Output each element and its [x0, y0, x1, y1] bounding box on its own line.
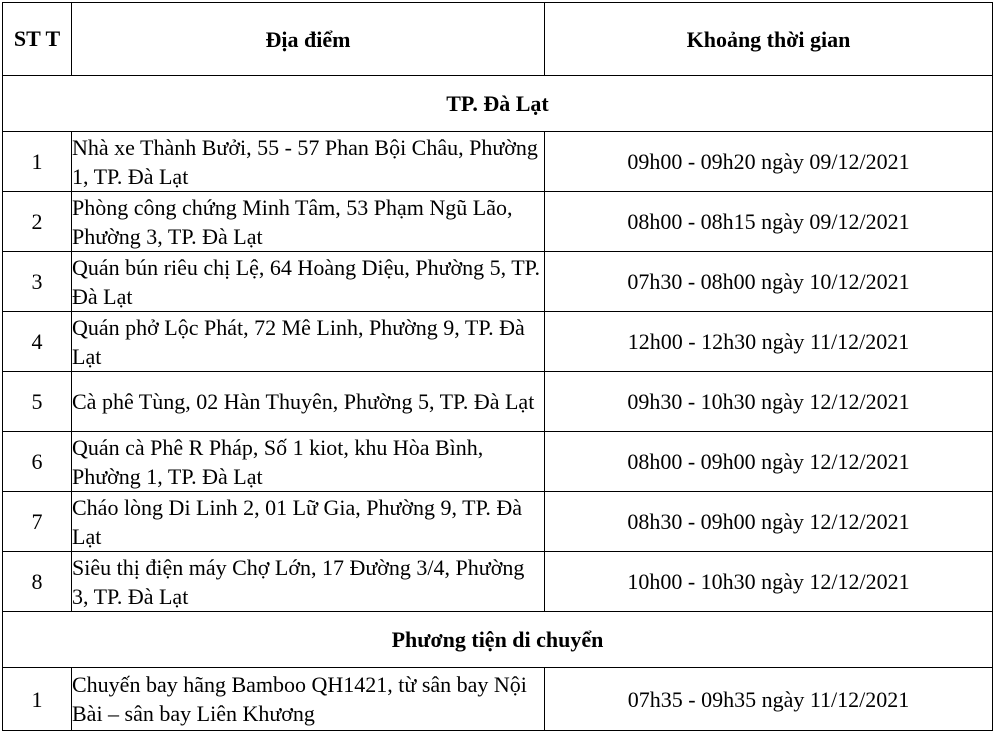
header-location: Địa điểm	[72, 3, 545, 76]
time-cell: 09h30 - 10h30 ngày 12/12/2021	[545, 372, 993, 432]
header-row	[3, 3, 993, 76]
row-number: 1	[3, 668, 72, 731]
table-row	[3, 492, 993, 552]
row-number: 1	[3, 132, 72, 192]
row-number: 2	[3, 192, 72, 252]
table-row	[3, 432, 993, 492]
time-cell: 08h30 - 09h00 ngày 12/12/2021	[545, 492, 993, 552]
time-cell: 09h00 - 09h20 ngày 09/12/2021	[545, 132, 993, 192]
table-row	[3, 552, 993, 612]
table-body	[3, 76, 993, 731]
table-row	[3, 312, 993, 372]
time-cell: 08h00 - 08h15 ngày 09/12/2021	[545, 192, 993, 252]
location-cell: Quán phở Lộc Phát, 72 Mê Linh, Phường 9, TP. Đà Lạt	[72, 312, 545, 372]
table-row	[3, 372, 993, 432]
location-cell: Quán bún riêu chị Lệ, 64 Hoàng Diệu, Phường 5, TP. Đà Lạt	[72, 252, 545, 312]
location-cell: Siêu thị điện máy Chợ Lớn, 17 Đường 3/4, Phường 3, TP. Đà Lạt	[72, 552, 545, 612]
table-row	[3, 132, 993, 192]
header-stt: ST T	[3, 3, 72, 76]
table-row	[3, 668, 993, 731]
section-header-row	[3, 612, 993, 668]
row-number: 7	[3, 492, 72, 552]
location-cell: Quán cà Phê R Pháp, Số 1 kiot, khu Hòa Bình, Phường 1, TP. Đà Lạt	[72, 432, 545, 492]
header-time: Khoảng thời gian	[545, 3, 993, 76]
section-title: Phương tiện di chuyển	[3, 612, 993, 668]
location-cell: Chuyến bay hãng Bamboo QH1421, từ sân bay Nội Bài – sân bay Liên Khương	[72, 668, 545, 731]
location-cell: Nhà xe Thành Bưởi, 55 - 57 Phan Bội Châu, Phường 1, TP. Đà Lạt	[72, 132, 545, 192]
time-cell: 08h00 - 09h00 ngày 12/12/2021	[545, 432, 993, 492]
time-cell: 07h30 - 08h00 ngày 10/12/2021	[545, 252, 993, 312]
time-cell: 12h00 - 12h30 ngày 11/12/2021	[545, 312, 993, 372]
location-cell: Cháo lòng Di Linh 2, 01 Lữ Gia, Phường 9, TP. Đà Lạt	[72, 492, 545, 552]
time-cell: 10h00 - 10h30 ngày 12/12/2021	[545, 552, 993, 612]
row-number: 5	[3, 372, 72, 432]
row-number: 3	[3, 252, 72, 312]
section-title: TP. Đà Lạt	[3, 76, 993, 132]
table-row	[3, 252, 993, 312]
time-cell: 07h35 - 09h35 ngày 11/12/2021	[545, 668, 993, 731]
section-header-row	[3, 76, 993, 132]
row-number: 8	[3, 552, 72, 612]
schedule-table	[2, 2, 993, 731]
row-number: 6	[3, 432, 72, 492]
row-number: 4	[3, 312, 72, 372]
location-cell: Phòng công chứng Minh Tâm, 53 Phạm Ngũ Lão, Phường 3, TP. Đà Lạt	[72, 192, 545, 252]
location-cell: Cà phê Tùng, 02 Hàn Thuyên, Phường 5, TP. Đà Lạt	[72, 372, 545, 432]
table-row	[3, 192, 993, 252]
